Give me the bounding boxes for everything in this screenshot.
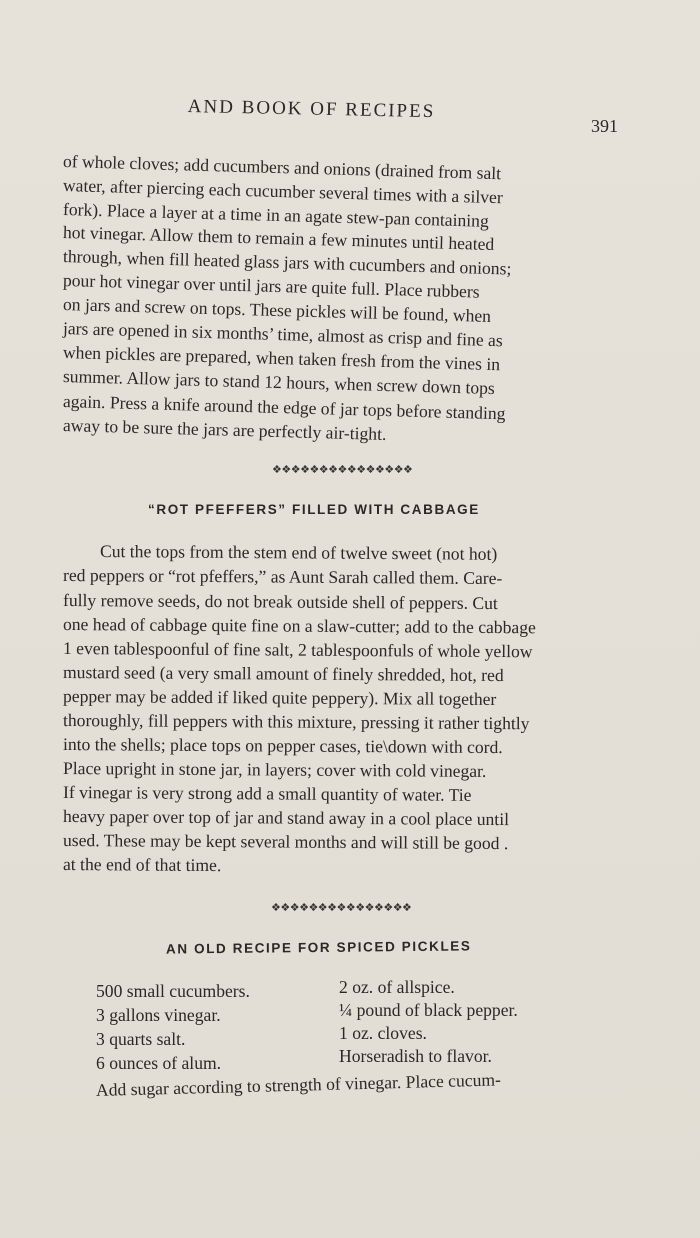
text-line: Place upright in stone jar, in layers; cover with cold vinegar. — [62, 758, 487, 781]
recipe-title-rot-pfeffers: “ROT PFEFFERS” FILLED WITH CABBAGE — [148, 502, 480, 517]
text-line: of whole cloves; add cucumbers and onions (drained from salt — [62, 151, 502, 184]
running-title: AND BOOK OF RECIPES — [187, 96, 436, 123]
text-line: 1 even tablespoonful of fine salt, 2 tablespoonfuls of whole yellow — [62, 638, 533, 662]
text-line: again. Press a knife around the edge of jar tops before standing — [62, 391, 506, 424]
text-line: mustard seed (a very small amount of finely shredded, hot, red — [62, 662, 504, 686]
ornament-divider: ❖❖❖❖❖❖❖❖❖❖❖❖❖❖❖ — [271, 901, 412, 914]
ingredient-item: 2 oz. of allspice. — [339, 977, 455, 997]
text-line: used. These may be kept several months and will still be good . — [62, 830, 509, 854]
text-line: pepper may be added if liked quite peppery). Mix all together — [62, 686, 497, 710]
recipe-title-spiced-pickles: AN OLD RECIPE FOR SPICED PICKLES — [165, 938, 472, 957]
text-line: fully remove seeds, do not break outside shell of peppers. Cut — [62, 590, 498, 614]
ingredient-item: 6 ounces of alum. — [96, 1053, 222, 1073]
ingredient-item: Horseradish to flavor. — [339, 1046, 492, 1066]
text-line: summer. Allow jars to stand 12 hours, when screw down tops — [62, 366, 496, 399]
text-line: Add sugar according to strength of vinegar. Place cucum- — [95, 1069, 502, 1100]
page-number: 391 — [591, 116, 618, 136]
ingredient-item: 500 small cucumbers. — [96, 981, 250, 1001]
text-line: away to be sure the jars are perfectly air-tight. — [62, 415, 387, 445]
text-line: Cut the tops from the stem end of twelve sweet (not hot) — [99, 541, 498, 564]
text-line: thoroughly, fill peppers with this mixture, pressing it rather tightly — [62, 710, 530, 734]
text-line: red peppers or “rot pfeffers,” as Aunt Sarah called them. Care- — [62, 565, 503, 589]
ingredient-item: ¼ pound of black pepper. — [339, 1000, 518, 1020]
text-line: pour hot vinegar over until jars are quite full. Place rubbers — [62, 270, 480, 302]
text-line: jars are opened in six months’ time, almost as crisp and fine as — [62, 318, 504, 351]
ingredient-item: 1 oz. cloves. — [339, 1023, 427, 1043]
text-line: If vinegar is very strong add a small quantity of water. Tie — [62, 782, 472, 805]
text-line: water, after piercing each cucumber several times with a silver — [62, 175, 504, 208]
text-line: heavy paper over top of jar and stand away in a cool place until — [62, 806, 510, 830]
text-line: through, when fill heated glass jars with cucumbers and onions; — [62, 246, 512, 279]
text-line: fork). Place a layer at a time in an agate stew-pan containing — [62, 199, 490, 231]
text-line: when pickles are prepared, when taken fresh from the vines in — [62, 342, 501, 375]
ingredient-item: 3 quarts salt. — [96, 1029, 186, 1049]
text-line: one head of cabbage quite fine on a slaw-cutter; add to the cabbage — [62, 614, 536, 638]
ornament-divider: ❖❖❖❖❖❖❖❖❖❖❖❖❖❖❖ — [272, 463, 413, 476]
ingredient-item: 3 gallons vinegar. — [96, 1005, 221, 1025]
text-line: hot vinegar. Allow them to remain a few minutes until heated — [62, 222, 495, 255]
text-line: on jars and screw on tops. These pickles will be found, when — [62, 294, 492, 326]
text-line: into the shells; place tops on pepper cases, tie\down with cord. — [62, 734, 503, 758]
text-line: at the end of that time. — [62, 854, 222, 876]
